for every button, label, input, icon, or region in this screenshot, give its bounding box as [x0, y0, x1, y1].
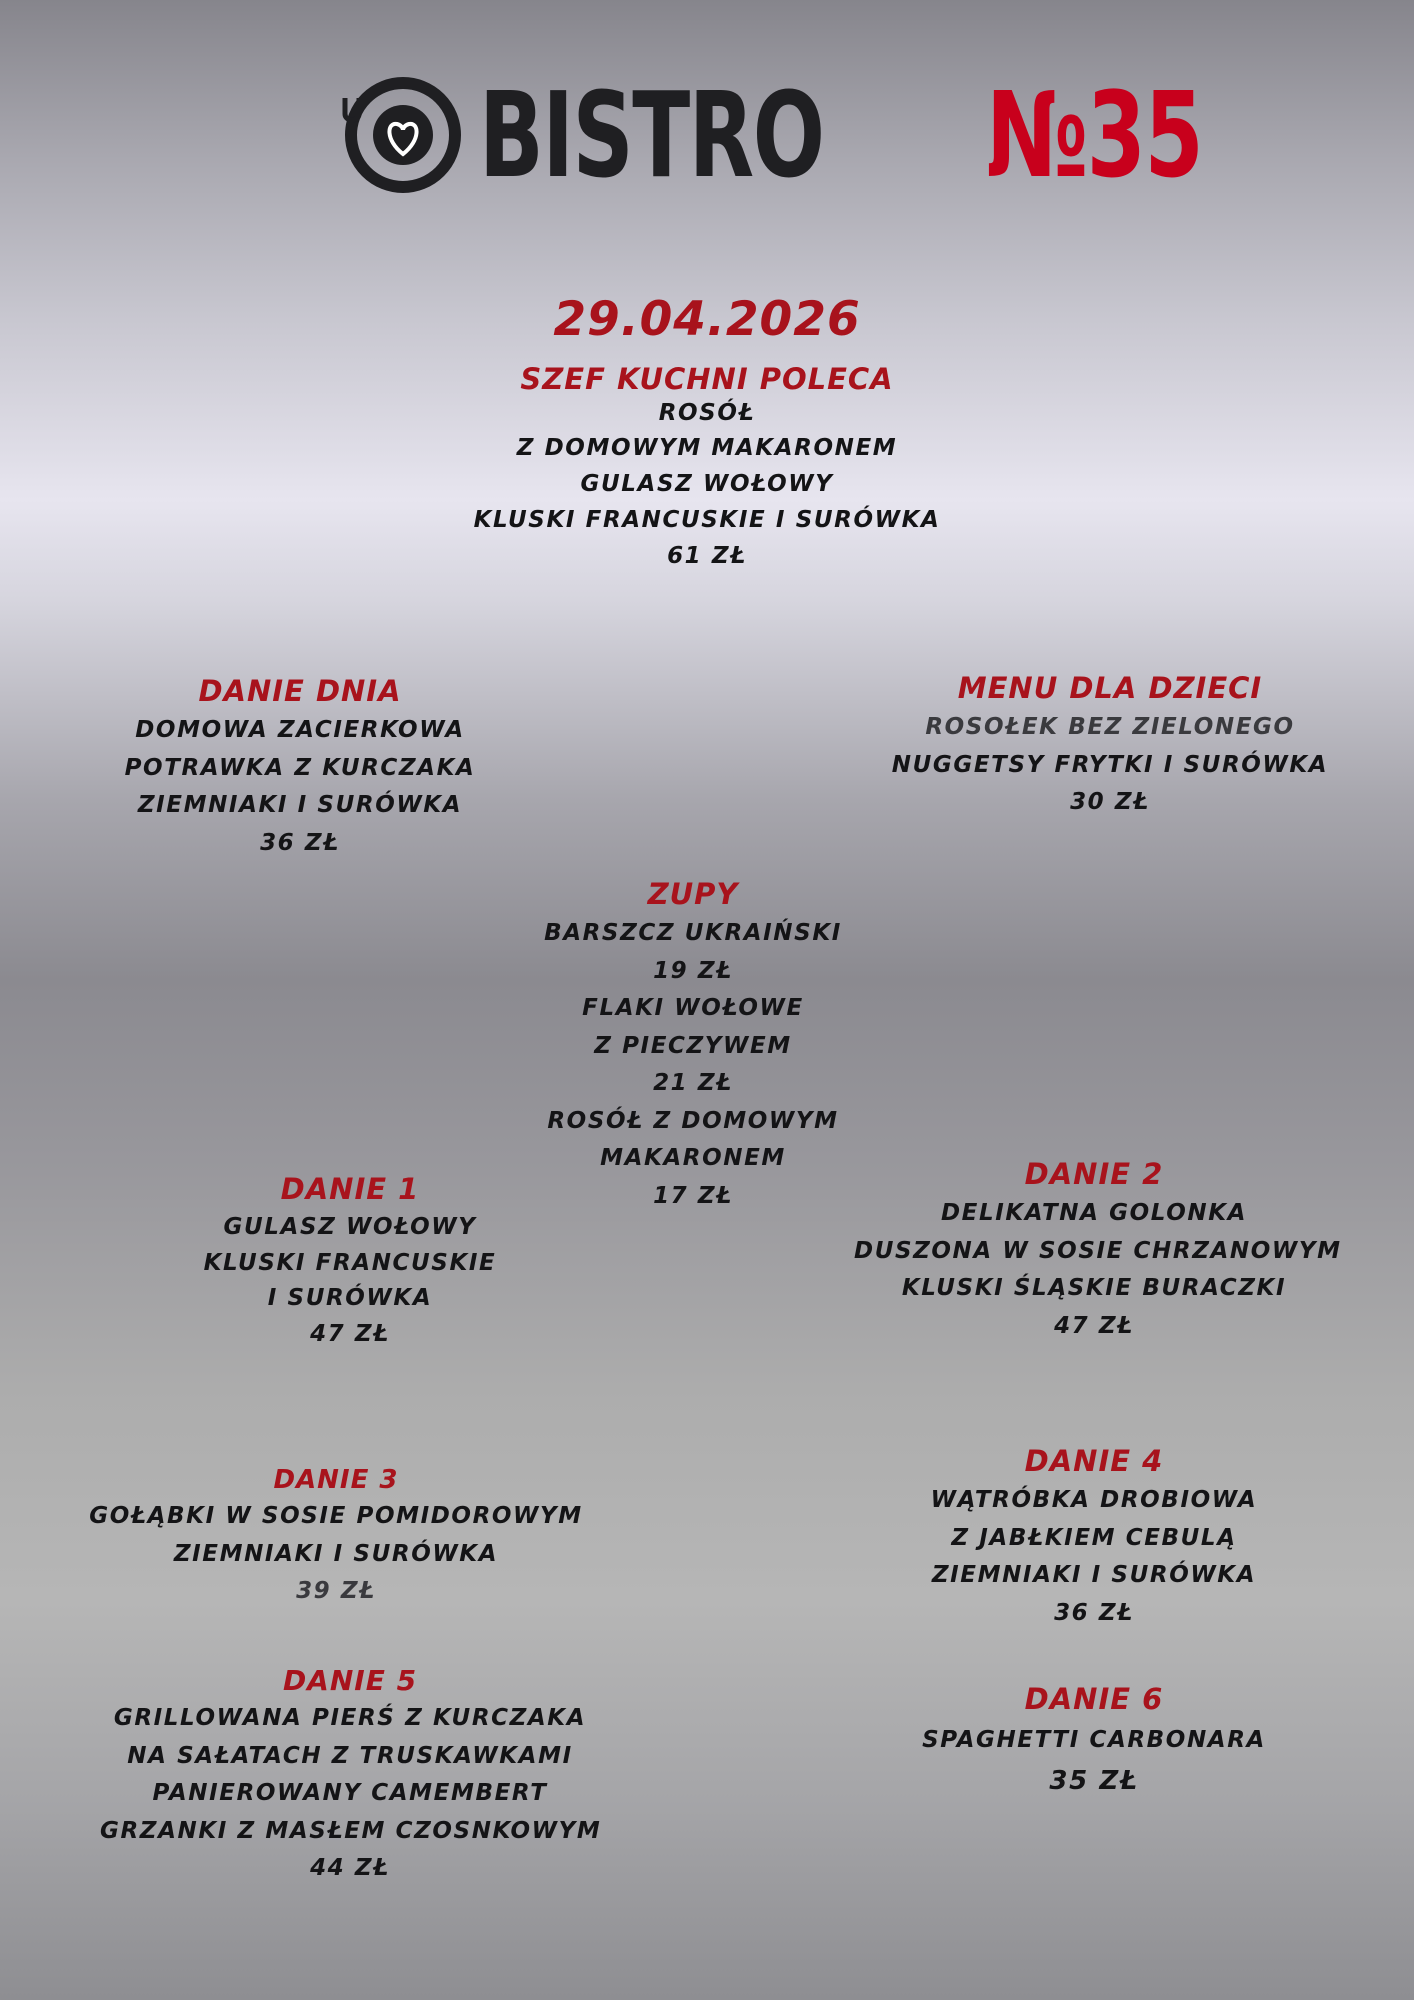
logo-word-bistro: BISTRO	[479, 66, 824, 204]
menu-price: 21 ZŁ	[653, 1070, 733, 1096]
menu-price: 36 ZŁ	[1054, 1599, 1134, 1626]
menu-line: PANIEROWANY CAMEMBERT	[152, 1780, 548, 1806]
menu-price: 17 ZŁ	[653, 1182, 733, 1209]
menu-line: DOMOWA ZACIERKOWA	[135, 717, 465, 743]
menu-price: 35 ZŁ	[1049, 1766, 1139, 1796]
menu-line: ZIEMNIAKI I SURÓWKA	[173, 1540, 499, 1567]
menu-line: KLUSKI FRANCUSKIE	[203, 1249, 497, 1276]
menu-line: NA SAŁATACH Z TRUSKAWKAMI	[127, 1742, 573, 1769]
menu-price: 47 ZŁ	[310, 1320, 390, 1347]
menu-line: ROSÓŁ	[658, 400, 756, 426]
menu-line: SPAGHETTI CARBONARA	[922, 1727, 1266, 1753]
menu-price: 44 ZŁ	[310, 1855, 390, 1881]
menu-line: ZIEMNIAKI I SURÓWKA	[137, 792, 463, 818]
section-title: DANIE 4	[1024, 1444, 1164, 1478]
menu-line: DELIKATNA GOLONKA	[940, 1200, 1248, 1226]
menu-price: 47 ZŁ	[1054, 1312, 1134, 1339]
section-danie-2	[854, 1153, 1342, 1345]
menu-line: GRILLOWANA PIERŚ Z KURCZAKA	[113, 1705, 587, 1731]
section-danie-dnia	[100, 670, 500, 862]
section-title: DANIE 2	[1024, 1157, 1164, 1191]
heart-plate-icon	[335, 70, 465, 200]
section-title: DANIE 6	[1024, 1682, 1164, 1716]
menu-line: GULASZ WOŁOWY	[580, 471, 834, 497]
logo-word-number: №35	[985, 66, 1202, 204]
bistro-logo	[335, 66, 1202, 204]
section-zupy	[493, 873, 893, 1215]
menu-price: 36 ZŁ	[260, 829, 340, 856]
menu-line: NUGGETSY FRYTKI I SURÓWKA	[891, 751, 1329, 778]
section-danie-6	[894, 1678, 1294, 1802]
section-danie-1	[150, 1168, 550, 1352]
menu-line: BARSZCZ UKRAIŃSKI	[544, 920, 842, 946]
section-danie-5	[100, 1662, 600, 1888]
section-title: MENU DLA DZIECI	[957, 671, 1263, 705]
section-danie-3	[86, 1462, 586, 1611]
menu-line: MAKARONEM	[600, 1145, 786, 1171]
menu-line: GOŁĄBKI W SOSIE POMIDOROWYM	[89, 1503, 583, 1529]
menu-line: ROSÓŁ Z DOMOWYM	[547, 1107, 839, 1134]
menu-line: Z PIECZYWEM	[594, 1032, 792, 1059]
section-title: DANIE 1	[280, 1172, 420, 1206]
menu-price: 30 ZŁ	[1070, 789, 1150, 815]
menu-price: 39 ZŁ	[296, 1578, 376, 1604]
menu-line: DUSZONA W SOSIE CHRZANOWYM	[854, 1237, 1342, 1264]
menu-line: WĄTRÓBKA DROBIOWA	[930, 1487, 1258, 1513]
menu-line: Z DOMOWYM MAKARONEM	[516, 435, 898, 461]
menu-line: Z JABŁKIEM CEBULĄ	[951, 1524, 1237, 1551]
section-danie-4	[894, 1440, 1294, 1632]
section-chef	[457, 362, 957, 574]
menu-line: GRZANKI Z MASŁEM CZOSNKOWYM	[100, 1817, 602, 1844]
menu-line: KLUSKI FRANCUSKIE I SURÓWKA	[473, 507, 941, 533]
section-title: ZUPY	[647, 877, 739, 911]
menu-price: 19 ZŁ	[653, 957, 733, 984]
menu-line: FLAKI WOŁOWE	[582, 995, 804, 1021]
menu-line: ZIEMNIAKI I SURÓWKA	[931, 1562, 1257, 1588]
menu-line: I SURÓWKA	[267, 1285, 433, 1311]
section-menu-dzieci	[890, 667, 1330, 822]
menu-line: ROSOŁEK BEZ ZIELONEGO	[925, 714, 1295, 740]
section-title: SZEF KUCHNI POLECA	[520, 362, 894, 396]
menu-line: GULASZ WOŁOWY	[223, 1214, 477, 1240]
menu-price: 61 ZŁ	[667, 543, 747, 569]
section-title: DANIE DNIA	[198, 674, 402, 708]
section-title: DANIE 5	[282, 1664, 418, 1697]
menu-line: POTRAWKA Z KURCZAKA	[124, 754, 476, 781]
section-title: DANIE 3	[273, 1465, 399, 1495]
menu-date: 29.04.2026	[553, 292, 861, 347]
menu-line: KLUSKI ŚLĄSKIE BURACZKI	[901, 1275, 1287, 1301]
